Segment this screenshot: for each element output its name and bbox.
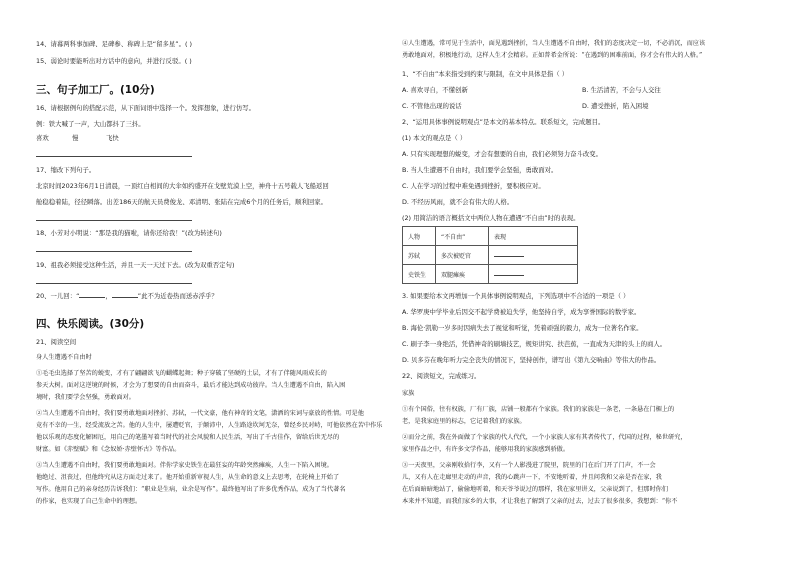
article-title: 身人生遭遇不自由时 [36,354,92,361]
q3-option-d[interactable]: D. 贝多芬在晚年听力完全丧失的情况下，坚持创作，谱写出《第九交响曲》等伟大的作品。 [402,356,661,364]
article-p4-line-2: 勇敢地面对，积极地行动，这样人生才会精彩。正如普希金所说：“在遇到的困难前面，你才会有伟大的人格。” [402,52,703,59]
table-row [403,246,578,265]
q3-option-a[interactable]: A. 华罗庚中学毕业后因交不起学费被迫失学，他坚持自学，成为享誉国际的数学家。 [402,308,641,316]
section-3-heading: 三、句子加工厂。(10分) [36,84,155,96]
story-p2-line-2: 家里作品之中，有许多文学作品，能够用我的家族感到骄傲。 [402,446,570,453]
question-20-start: 20、一儿回：“ [36,292,80,300]
passage-17-line-2: 舱稳稳着陆，径径瞬落。出差186天的航天员费俊龙、邓清明、张陆在完成6个月的任务后，顺利回家。 [36,198,328,206]
article-p1-line-1: ①毛毛虫选择了坚苦的蜕变，才有了翩翩欲飞的蝴蝶起舞；种子穿破了坚硬的土层，才有了伴随风雨成长的 [36,370,327,377]
section-4-heading: 四、快乐阅读。(30分) [36,318,145,330]
article-p1-line-3: 境时，我们要学会坚强，勇敢面对。 [36,394,135,401]
question-17: 17、缩改下列句子。 [36,166,96,174]
article-p3-line-4: 的作家，也实现了自己生命中的理想。 [36,498,142,505]
q1-option-c[interactable]: C. 不管他出现的说话 [402,102,462,110]
q3-option-b[interactable]: B. 海伦·凯勒一岁多时因病失去了视觉和听觉，凭着顽强的毅力，成为一位著名作家。 [402,324,643,332]
blank-20-a[interactable] [79,292,105,298]
word-option-1: 喜欢 [36,134,49,142]
answer-blank[interactable] [494,251,524,257]
table-cell-person: 苏轼 [403,246,436,265]
article-p1-line-2: 参天大树。面对这逆境的时候，才会为了想要的自由而奋斗，最后才能达到成功彼岸。当人生遭遇不自由，陷入困 [36,382,346,389]
table-header-cell: “不自由” [436,227,489,246]
article-p2-line-2: 竟有不幸的一生，经受流放之苦。他的人生中，屡遭贬官，于颠沛中，人生路途坎坷无奈，曾经乡民对峙，可他依然在苦中作乐 [36,422,383,429]
question-14: 14、请幕两科事加碑、足碑参、称碑上是“留多星”。( ) [36,40,192,48]
question-19: 19、祖我必须接受这种生活，并且一天一天过下去。(改为双重否定句) [36,261,235,269]
q3-option-c[interactable]: C. 刷子李一身绝活，凭借神奇的刷墙技艺，规矩讲究、扶芭蕉，一直成为天津的头上的商人。 [402,340,667,348]
q2-1-option-d[interactable]: D. 不经历风雨，就不会有伟大的人格。 [402,198,514,206]
question-20 [36,292,218,300]
article-p2-line-4: 财富。如《赤壁赋》和《念奴娇·赤壁怀古》等作品。 [36,446,181,453]
question-20-mid: ， [105,292,112,300]
story-p1-line-1: ①有个国俗，往有权族，厂有厂族，店铺一般都有个家族。我们的家族是一条老，一条悬在门楣上的 [402,406,675,413]
q1-option-d[interactable]: D. 遭受挫折，陷入困境 [582,102,649,110]
blank-20-b[interactable] [112,292,138,298]
q2-1-option-a[interactable]: A. 只有实现理想的蜕变，才会有想要的自由，我们必须努力奋斗改变。 [402,150,603,158]
table-header-cell: 表现 [489,227,578,246]
story-p3-line-3: 在后面暗暗地站了，偷偷地听着，和天爷爷说过的那样，我在家里讲义，父亲说到了，但那时你们 [402,486,669,493]
question-18: 18、小芳对小明说：“那是我的猫啦，请你还给我！”(改为转述句) [36,229,222,237]
table-cell-situation: 双腿瘫痪 [436,265,489,284]
passage-17-line-1: 北京时间2023年6月1日清晨，一顶红白相间的大伞如约盛开在戈壁荒漠上空，神舟十五号载人飞船返回 [36,182,329,190]
table-cell-answer[interactable] [489,265,578,284]
story-p3-line-4: 本来并不知道，而我们家乡的大事，才让我也了解到了父亲的过去，过去了很多很多，我想到：“你不 [402,498,678,505]
story-p1-line-2: 老，是我家庭里的标志，它记着我们的家族。 [402,418,526,425]
article-p3-line-3: 写作。他用自己的亲身经历告诉我们：“职业是生病，业余是写作”。最终他写出了许多优秀作品，成为了当代著名 [36,486,346,493]
article-p4-line-1: ④人生遭遇，常可见于生活中，面见遇到挫折，当人生遭遇不自由时，我们的态度决定一切，不必消沉，而应该 [402,40,706,47]
answer-line-19[interactable] [36,283,192,284]
example-sentence: 例：铁大喊了一声，大山都抖了三抖。 [36,120,145,128]
word-option-2: 慢 [72,134,79,142]
question-20-end: ”此不为近卷热而送赤浮乎？ [137,292,218,300]
sub-question-1: 1、“不自由”本来指受到约束与限制，在文中具体是指（ ） [402,70,569,78]
character-table [402,226,578,284]
story-p2-line-1: ②而分之前，我在外面做了个家族的代人代代，一个小家族人家有其者传代了，代国的过程，秘世研究， [402,434,687,441]
question-22: 22、阅读短文，完成练习。 [402,372,481,380]
table-header-row [403,227,578,246]
question-15: 15、弱论时要能听出对方话中的意向，并进行反驳。( ) [36,57,192,65]
answer-blank[interactable] [494,270,524,276]
sub-question-2-1: (1) 本文的观点是（ ） [402,134,467,142]
q2-1-option-c[interactable]: C. 人在学习的过程中难免遇到挫折，要积极应对。 [402,182,545,190]
story-p3-line-2: 儿，又有人在走廊里走动的声音，我的心跳声一下，不安地听着，并且问我和父亲是否在家，我 [402,474,662,481]
table-cell-person: 史铁生 [403,265,436,284]
table-header-cell: 人物 [403,227,436,246]
sub-question-2: 2、“运用具体事例说明观点”是本文的基本特点。联系短文，完成题目。 [402,118,605,126]
q2-1-option-b[interactable]: B. 当人生遭遇不自由时，我们要学会坚强，勇敢面对。 [402,166,558,174]
word-option-3: 飞快 [106,134,119,142]
q1-option-a[interactable]: A. 喜欢寻自，不懂创新 [402,86,468,94]
table-cell-answer[interactable] [489,246,578,265]
q1-option-b[interactable]: B. 生活清苦，不会与人交往 [582,86,661,94]
answer-line-16[interactable] [36,156,192,157]
answer-line-17[interactable] [36,220,192,221]
story-p3-line-1: ③一天夜里，父亲刚收拾行李，又有一个人影漫进了院里，院里的门在后门开了门声，不一会 [402,462,656,469]
question-21: 21、阅读空间 [36,338,77,346]
article-p2-line-3: 他以乐观的态度化解困厄，用自己的笔墨写着当时代的社会风貌和人民生活，写出了千古佳作，留给后世无尽的 [36,434,340,441]
article-p2-line-1: ②当人生遭遇不自由时，我们要勇敢地面对挫折、苏轼，一代文豪，他有神奇的文笔，潇洒的宋词与豪放的性情。可是他 [36,410,364,417]
article-p3-line-2: 他绝过、沮丧过，但他终究从这方面走过来了。他开始重新审视人生，从生命的意义上去思考，在轮椅上开始了 [36,474,340,481]
sub-question-3: 3. 如果要给本文再增加一个具体事例说明观点，下列选项中不合适的一项是（ ） [402,292,630,300]
question-16: 16、请根据例句的搭配示范，从下面词语中选择一个。发挥想象，进行仿写。 [36,104,256,112]
story-title: 家族 [402,390,415,397]
article-p3-line-1: ③当人生遭遇不自由时，我们要勇敢地面对。伴你学家史铁生在最狂妄的年龄突然瘫痪，人生一下陷入困境。 [36,462,333,469]
sub-question-2-2: (2) 用简洁的语言概括文中两位人物在遭遇“不自由”时的表现。 [402,214,580,222]
table-row [403,265,578,284]
answer-line-18[interactable] [36,251,192,252]
table-cell-situation: 多次被贬官 [436,246,489,265]
